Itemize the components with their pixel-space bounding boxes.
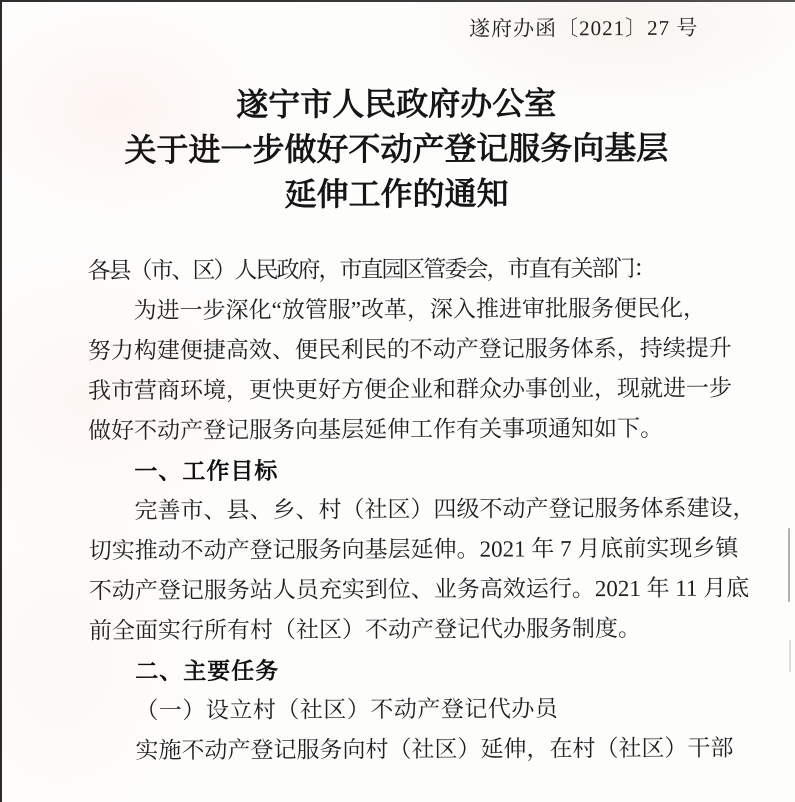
- doc-number: 遂府办函〔2021〕27 号: [469, 15, 699, 41]
- para2-line-1: 完善市、县、乡、村（社区）四级不动产登记服务体系建设，: [134, 495, 756, 524]
- scan-mark-right: [788, 528, 790, 602]
- para1-line-1: 为进一步深化“放管服”改革，深入推进审批服务便民化，: [133, 295, 707, 324]
- document-title: [0, 80, 794, 218]
- title-line-3: 延伸工作的通知: [284, 175, 509, 213]
- scan-edge-top: [0, 0, 795, 2]
- para1-line-3: 我市营商环境，更快更好方便企业和群众办事创业，现就进一步: [87, 375, 733, 404]
- subsection-heading-1: （一）设立村（社区）不动产登记代办员: [135, 696, 559, 724]
- para1-line-4: 做好不动产登记服务向基层延伸工作有关事项通知如下。: [88, 415, 664, 444]
- para2-line-4: 前全面实行所有村（社区）不动产登记代办服务制度。: [88, 615, 642, 644]
- para1-line-2: 努力构建便捷高效、便民利民的不动产登记服务体系，持续提升: [87, 335, 732, 364]
- section-heading-1: 一、工作目标: [134, 457, 279, 485]
- para2-line-3: 不动产登记服务站人员充实到位、业务高效运行。2021 年 11 月底: [88, 575, 750, 604]
- para3-line-1: 实施不动产登记服务向村（社区）延伸，在村（社区）干部: [135, 735, 734, 764]
- document-body: [87, 249, 756, 772]
- para2-line-2: 切实推动不动产登记服务向基层延伸。2021 年 7 月底前实现乡镇: [88, 535, 739, 564]
- section-heading-2: 二、主要任务: [135, 657, 280, 685]
- scan-edge-left: [0, 0, 2, 802]
- scan-mark-right-faint: [789, 640, 791, 672]
- title-line-1: 遂宁市人民政府办公室: [236, 85, 557, 123]
- salutation-line: 各县（市、区）人民政府，市直园区管委会，市直有关部门：: [87, 255, 655, 284]
- title-line-2: 关于进一步做好不动产登记服务向基层: [124, 129, 669, 169]
